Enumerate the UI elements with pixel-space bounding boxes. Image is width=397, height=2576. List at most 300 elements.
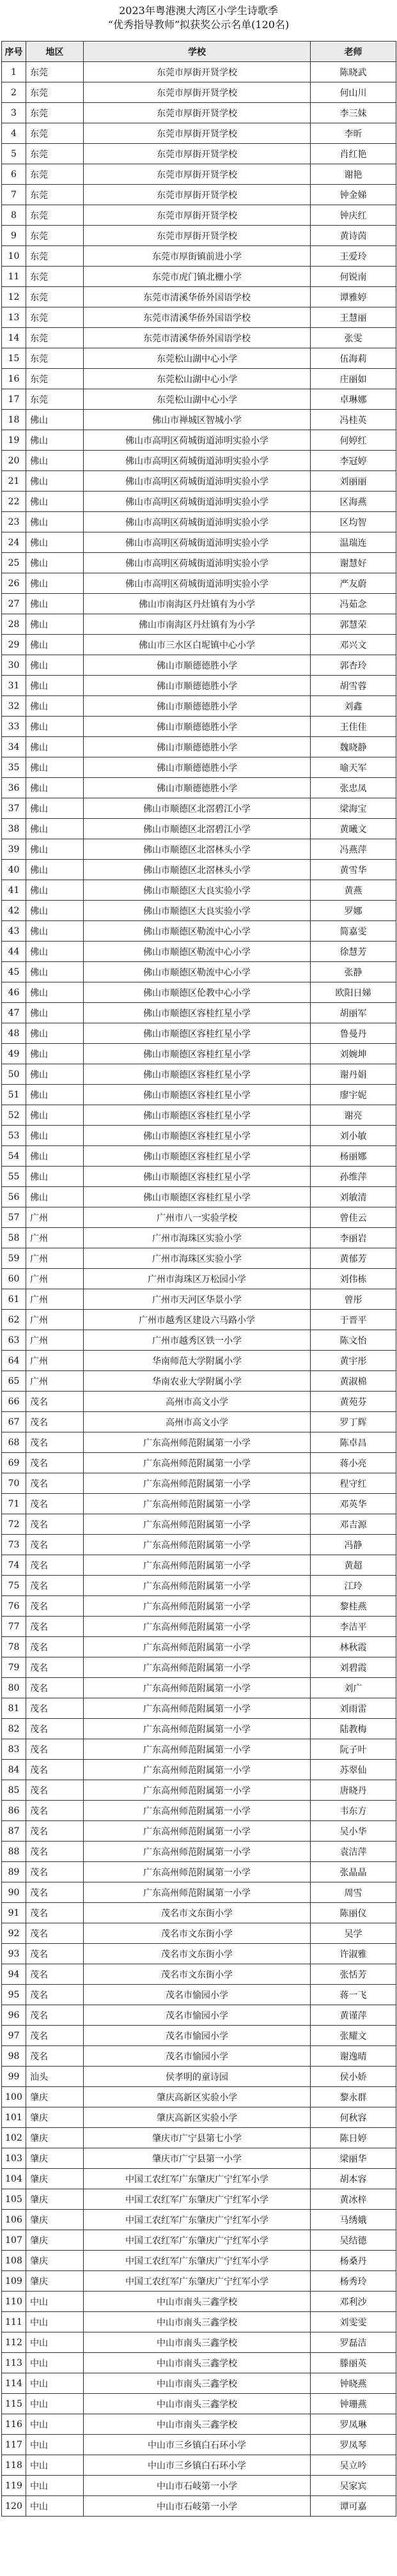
cell-teacher: 李三妹 [311,103,396,123]
cell-area: 东莞 [26,185,84,205]
cell-school: 佛山市顺德区伦教中心小学 [84,982,311,1003]
cell-school: 广东高州师范附属第一小学 [84,1555,311,1576]
table-row [2,1637,396,1657]
cell-index: 91 [2,1903,26,1923]
cell-index: 50 [2,1064,26,1085]
cell-teacher: 温瑞连 [311,532,396,553]
cell-teacher: 谭可嘉 [311,2496,396,2517]
cell-area: 东莞 [26,164,84,185]
cell-area: 佛山 [26,839,84,860]
cell-teacher: 梁丽华 [311,2148,396,2169]
cell-area: 茂名 [26,1862,84,1882]
cell-area: 佛山 [26,778,84,798]
cell-school: 东莞市厚街开贤学校 [84,185,311,205]
cell-area: 佛山 [26,1126,84,1146]
cell-school: 中山市石岐第一小学 [84,2476,311,2496]
cell-index: 106 [2,2210,26,2230]
cell-area: 广州 [26,1351,84,1371]
cell-index: 118 [2,2455,26,2476]
cell-teacher: 喻天军 [311,757,396,778]
table-row [2,982,396,1003]
cell-area: 佛山 [26,1167,84,1187]
cell-area: 东莞 [26,348,84,369]
cell-teacher: 黄曦文 [311,819,396,839]
table-row [2,880,396,901]
table-row [2,492,396,512]
cell-school: 中山市南头三鑫学校 [84,2312,311,2332]
table-row [2,2292,396,2312]
cell-school: 中国工农红军广东肇庆广宁红军小学 [84,2189,311,2210]
cell-area: 茂名 [26,1719,84,1739]
header-teacher: 老师 [311,42,396,62]
cell-index: 110 [2,2292,26,2312]
table-row [2,348,396,369]
table-row [2,1596,396,1617]
cell-area: 肇庆 [26,2128,84,2148]
cell-school: 中山市石岐第一小学 [84,2496,311,2517]
cell-teacher: 谢逸晴 [311,2046,396,2067]
cell-teacher: 李洁平 [311,1617,396,1637]
table-row [2,369,396,389]
cell-teacher: 钟庆红 [311,205,396,226]
cell-school: 佛山市顺德区容桂红星小学 [84,1023,311,1044]
cell-teacher: 刘伟栋 [311,1269,396,1289]
table-row [2,553,396,573]
cell-area: 茂名 [26,1596,84,1617]
cell-school: 广东高州师范附属第一小学 [84,1657,311,1678]
cell-area: 佛山 [26,1023,84,1044]
table-row [2,921,396,942]
cell-area: 佛山 [26,717,84,737]
cell-teacher: 刘敏清 [311,1187,396,1207]
cell-index: 6 [2,164,26,185]
cell-teacher: 李丽岩 [311,1228,396,1248]
cell-index: 12 [2,287,26,307]
table-row [2,1780,396,1801]
cell-area: 佛山 [26,471,84,492]
cell-index: 62 [2,1310,26,1330]
cell-index: 77 [2,1617,26,1637]
cell-teacher: 陈晓武 [311,62,396,82]
cell-teacher: 钟金娣 [311,185,396,205]
cell-area: 茂名 [26,1698,84,1719]
cell-index: 68 [2,1432,26,1453]
table-row [2,655,396,676]
cell-teacher: 张晶晶 [311,1862,396,1882]
cell-teacher: 罗凤琴 [311,2435,396,2455]
cell-index: 85 [2,1780,26,1801]
table-row [2,962,396,982]
table-row [2,696,396,717]
table-row [2,389,396,410]
cell-school: 中山市南头三鑫学校 [84,2332,311,2353]
cell-school: 中国工农红军广东肇庆广宁红军小学 [84,2210,311,2230]
table-row [2,1392,396,1412]
table-row [2,1432,396,1453]
cell-index: 60 [2,1269,26,1289]
cell-area: 中山 [26,2455,84,2476]
cell-area: 佛山 [26,942,84,962]
table-row [2,860,396,880]
table-row [2,1371,396,1392]
cell-index: 48 [2,1023,26,1044]
cell-school: 广州市海珠区实验小学 [84,1228,311,1248]
table-row [2,2476,396,2496]
cell-teacher: 吴立吟 [311,2455,396,2476]
cell-teacher: 黄宇彤 [311,1351,396,1371]
header-area: 地区 [26,42,84,62]
table-row [2,1944,396,1964]
table-row [2,2230,396,2251]
cell-index: 71 [2,1494,26,1514]
cell-index: 18 [2,410,26,430]
cell-teacher: 邓兴文 [311,635,396,655]
cell-index: 26 [2,573,26,594]
cell-area: 广州 [26,1228,84,1248]
cell-area: 茂名 [26,1392,84,1412]
cell-index: 72 [2,1514,26,1535]
cell-school: 广州市越秀区铁一小学 [84,1330,311,1351]
cell-area: 汕头 [26,2067,84,2087]
table-row [2,594,396,614]
cell-teacher: 区均智 [311,512,396,532]
cell-area: 茂名 [26,1923,84,1944]
cell-index: 67 [2,1412,26,1432]
table-row [2,1903,396,1923]
cell-school: 中国工农红军广东肇庆广宁红军小学 [84,2230,311,2251]
table-row [2,1882,396,1903]
cell-area: 佛山 [26,451,84,471]
cell-index: 63 [2,1330,26,1351]
cell-index: 78 [2,1637,26,1657]
cell-school: 中山市南头三鑫学校 [84,2373,311,2394]
cell-school: 广东高州师范附属第一小学 [84,1473,311,1494]
cell-area: 茂名 [26,1739,84,1760]
cell-index: 89 [2,1862,26,1882]
cell-index: 120 [2,2496,26,2517]
cell-school: 中山市南头三鑫学校 [84,2353,311,2373]
cell-index: 105 [2,2189,26,2210]
cell-school: 佛山市三水区白坭镇中心小学 [84,635,311,655]
cell-teacher: 黄淑棉 [311,1371,396,1392]
cell-teacher: 刘雨雷 [311,1698,396,1719]
cell-index: 57 [2,1207,26,1228]
cell-school: 茂名市文东街小学 [84,1903,311,1923]
table-row [2,1862,396,1882]
cell-school: 广东高州师范附属第一小学 [84,1760,311,1780]
cell-school: 广东高州师范附属第一小学 [84,1882,311,1903]
cell-index: 99 [2,2067,26,2087]
cell-teacher: 曾彤 [311,1289,396,1310]
cell-area: 茂名 [26,1903,84,1923]
cell-school: 佛山市顺德德胜小学 [84,676,311,696]
cell-teacher: 侯小娇 [311,2067,396,2087]
cell-school: 佛山市顺德区大良实验小学 [84,880,311,901]
cell-teacher: 王爱玲 [311,246,396,267]
cell-index: 7 [2,185,26,205]
cell-area: 茂名 [26,1964,84,1985]
cell-school: 佛山市高明区荷城街道沛明实验小学 [84,532,311,553]
cell-school: 东莞松山湖中心小学 [84,348,311,369]
cell-index: 37 [2,798,26,819]
cell-teacher: 刘碧霞 [311,1657,396,1678]
cell-teacher: 梁海宝 [311,798,396,819]
cell-school: 茂名市文东街小学 [84,1964,311,1985]
cell-area: 中山 [26,2496,84,2517]
table-row [2,1064,396,1085]
cell-school: 佛山市顺德德胜小学 [84,778,311,798]
table-row [2,1310,396,1330]
cell-index: 70 [2,1473,26,1494]
cell-school: 佛山市顺德区容桂红星小学 [84,1085,311,1105]
cell-school: 佛山市顺德区容桂红星小学 [84,1146,311,1167]
cell-area: 中山 [26,2476,84,2496]
cell-school: 东莞市清溪华侨外国语学校 [84,328,311,348]
cell-teacher: 冯燕萍 [311,839,396,860]
cell-teacher: 陆教梅 [311,1719,396,1739]
cell-school: 佛山市高明区荷城街道沛明实验小学 [84,573,311,594]
cell-index: 40 [2,860,26,880]
cell-index: 81 [2,1698,26,1719]
cell-school: 茂名市文东街小学 [84,1923,311,1944]
cell-index: 69 [2,1453,26,1473]
cell-school: 东莞市厚街镇前进小学 [84,246,311,267]
document-title [0,0,397,41]
cell-index: 108 [2,2251,26,2271]
cell-teacher: 吴结德 [311,2230,396,2251]
cell-index: 107 [2,2230,26,2251]
cell-area: 东莞 [26,328,84,348]
table-row [2,2046,396,2067]
cell-school: 广州市八一实验学校 [84,1207,311,1228]
table-row [2,267,396,287]
cell-teacher: 钟珊燕 [311,2394,396,2414]
table-row [2,2128,396,2148]
cell-index: 64 [2,1351,26,1371]
cell-index: 38 [2,819,26,839]
title-line-1: 2023年粤港澳大湾区小学生诗歌季 [119,4,278,17]
cell-teacher: 李冠婷 [311,451,396,471]
cell-index: 54 [2,1146,26,1167]
cell-school: 佛山市顺德区北滘林头小学 [84,860,311,880]
table-row [2,2312,396,2332]
table-row [2,1167,396,1187]
table-row [2,1207,396,1228]
table-row [2,144,396,164]
cell-teacher: 简嘉雯 [311,921,396,942]
cell-teacher: 于晋平 [311,1310,396,1330]
cell-school: 高州市高文小学 [84,1412,311,1432]
table-row [2,1085,396,1105]
cell-area: 佛山 [26,1187,84,1207]
table-row [2,942,396,962]
cell-teacher: 唐晓丹 [311,1780,396,1801]
cell-index: 17 [2,389,26,410]
cell-teacher: 黄郁芳 [311,1248,396,1269]
cell-index: 115 [2,2394,26,2414]
cell-school: 广东高州师范附属第一小学 [84,1494,311,1514]
cell-index: 83 [2,1739,26,1760]
table-row [2,185,396,205]
cell-school: 中山市三乡镇白石环小学 [84,2455,311,2476]
table-row [2,676,396,696]
cell-teacher: 吴小华 [311,1821,396,1842]
cell-area: 东莞 [26,389,84,410]
cell-area: 茂名 [26,1494,84,1514]
table-row [2,1248,396,1269]
cell-school: 佛山市顺德区容桂红星小学 [84,1187,311,1207]
cell-index: 65 [2,1371,26,1392]
table-row [2,1228,396,1248]
cell-index: 10 [2,246,26,267]
cell-area: 茂名 [26,1842,84,1862]
cell-school: 佛山市顺德区容桂红星小学 [84,1064,311,1085]
table-row [2,2189,396,2210]
cell-index: 82 [2,1719,26,1739]
cell-index: 111 [2,2312,26,2332]
table-row [2,1187,396,1207]
table-row [2,635,396,655]
cell-index: 34 [2,737,26,757]
cell-area: 佛山 [26,1146,84,1167]
table-row [2,1964,396,1985]
table-row [2,2435,396,2455]
cell-teacher: 蒋一飞 [311,1985,396,2005]
cell-index: 20 [2,451,26,471]
cell-school: 广东高州师范附属第一小学 [84,1637,311,1657]
cell-index: 80 [2,1678,26,1698]
cell-area: 中山 [26,2394,84,2414]
cell-teacher: 黄诗茵 [311,226,396,246]
cell-area: 佛山 [26,655,84,676]
cell-area: 东莞 [26,82,84,103]
cell-school: 佛山市顺德德胜小学 [84,757,311,778]
cell-index: 88 [2,1842,26,1862]
cell-index: 94 [2,1964,26,1985]
cell-index: 4 [2,123,26,144]
cell-teacher: 阮子叶 [311,1739,396,1760]
cell-school: 广东高州师范附属第一小学 [84,1801,311,1821]
cell-area: 佛山 [26,737,84,757]
cell-school: 佛山市顺德区大良实验小学 [84,901,311,921]
cell-school: 广东高州师范附属第一小学 [84,1453,311,1473]
cell-teacher: 何秋容 [311,2107,396,2128]
cell-school: 东莞市虎门镇北栅小学 [84,267,311,287]
cell-index: 73 [2,1535,26,1555]
header-index: 序号 [2,42,26,62]
cell-area: 东莞 [26,369,84,389]
cell-school: 佛山市南海区丹灶镇有为小学 [84,614,311,635]
cell-area: 茂名 [26,1821,84,1842]
cell-school: 佛山市南海区丹灶镇有为小学 [84,594,311,614]
table-row [2,1044,396,1064]
cell-teacher: 陈日婷 [311,2128,396,2148]
cell-index: 14 [2,328,26,348]
cell-area: 东莞 [26,307,84,328]
cell-area: 佛山 [26,696,84,717]
cell-teacher: 欧阳日娣 [311,982,396,1003]
cell-area: 茂名 [26,1576,84,1596]
cell-index: 116 [2,2414,26,2435]
cell-teacher: 何锐南 [311,267,396,287]
cell-index: 45 [2,962,26,982]
cell-area: 茂名 [26,1657,84,1678]
table-row [2,1719,396,1739]
cell-teacher: 张雯 [311,328,396,348]
cell-school: 中国工农红军广东肇庆广宁红军小学 [84,2271,311,2292]
cell-teacher: 刘鑫 [311,696,396,717]
cell-index: 32 [2,696,26,717]
cell-index: 19 [2,430,26,451]
cell-area: 中山 [26,2414,84,2435]
cell-index: 90 [2,1882,26,1903]
cell-area: 茂名 [26,1760,84,1780]
cell-area: 东莞 [26,123,84,144]
cell-teacher: 陈丽仪 [311,1903,396,1923]
cell-teacher: 杨秀玲 [311,2271,396,2292]
cell-school: 茂名市文东街小学 [84,1944,311,1964]
cell-area: 茂名 [26,1801,84,1821]
cell-area: 茂名 [26,2005,84,2026]
table-row [2,2271,396,2292]
cell-teacher: 王佳佳 [311,717,396,737]
cell-index: 100 [2,2087,26,2107]
cell-index: 43 [2,921,26,942]
cell-index: 39 [2,839,26,860]
cell-teacher: 邓英华 [311,1494,396,1514]
table-row [2,1535,396,1555]
cell-school: 佛山市顺德区勒流中心小学 [84,942,311,962]
cell-teacher: 程守红 [311,1473,396,1494]
cell-index: 87 [2,1821,26,1842]
table-row [2,532,396,553]
cell-school: 佛山市顺德德胜小学 [84,655,311,676]
cell-teacher: 冯静 [311,1535,396,1555]
cell-index: 103 [2,2148,26,2169]
cell-index: 117 [2,2435,26,2455]
cell-school: 佛山市高明区荷城街道沛明实验小学 [84,512,311,532]
cell-teacher: 何婷红 [311,430,396,451]
cell-area: 佛山 [26,921,84,942]
cell-school: 佛山市顺德区勒流中心小学 [84,962,311,982]
cell-teacher: 谭雅婷 [311,287,396,307]
cell-index: 31 [2,676,26,696]
cell-index: 86 [2,1801,26,1821]
cell-teacher: 袁洁萍 [311,1842,396,1862]
cell-teacher: 杨桑丹 [311,2251,396,2271]
table-row [2,1555,396,1576]
cell-area: 东莞 [26,267,84,287]
cell-teacher: 廖宇妮 [311,1085,396,1105]
cell-area: 茂名 [26,1535,84,1555]
cell-index: 112 [2,2332,26,2353]
cell-school: 广东高州师范附属第一小学 [84,1432,311,1453]
table-row [2,2107,396,2128]
cell-school: 广东高州师范附属第一小学 [84,1535,311,1555]
cell-area: 佛山 [26,410,84,430]
cell-index: 84 [2,1760,26,1780]
cell-teacher: 黄燕 [311,880,396,901]
table-body [2,62,396,2517]
cell-index: 3 [2,103,26,123]
table-row [2,226,396,246]
table-row [2,1412,396,1432]
cell-index: 2 [2,82,26,103]
table-row [2,2496,396,2517]
cell-teacher: 苏翠仙 [311,1760,396,1780]
cell-school: 佛山市顺德区容桂红星小学 [84,1167,311,1187]
table-row [2,839,396,860]
